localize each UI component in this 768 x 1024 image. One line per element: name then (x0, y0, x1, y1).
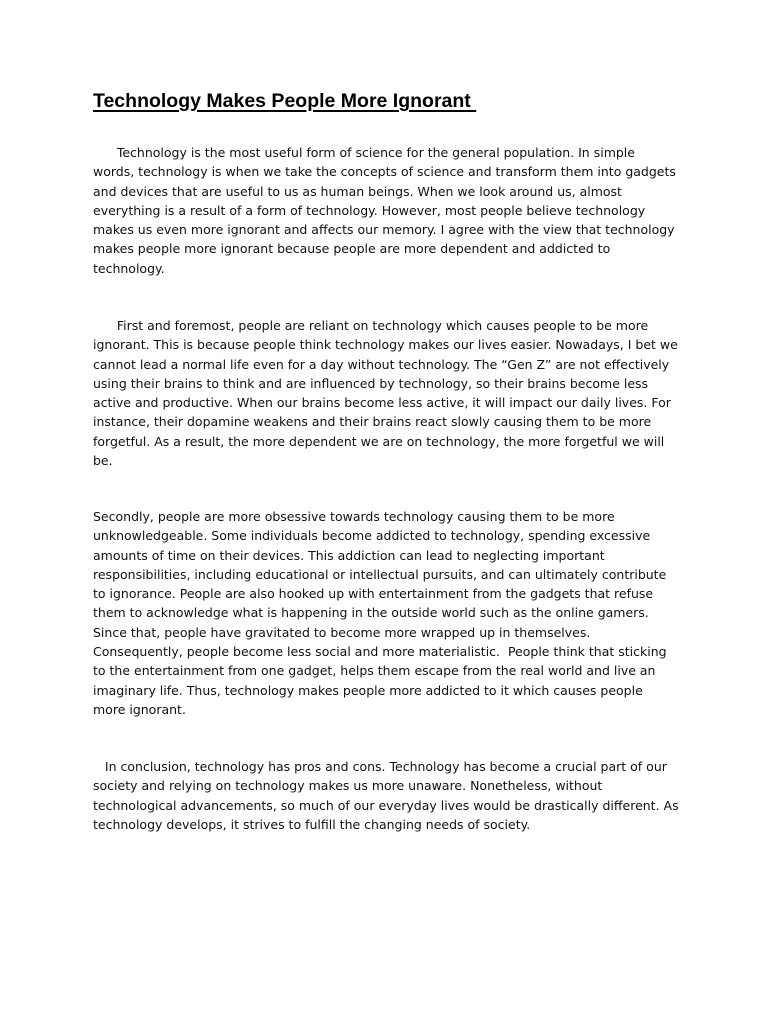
paragraph-body-2 (93, 507, 683, 719)
text-line: amounts of time on their devices. This addiction can lead to neglecting important (93, 547, 605, 563)
text-line: Since that, people have gravitated to become more wrapped up in themselves. (93, 624, 591, 640)
text-line: society and relying on technology makes us more unaware. Nonetheless, without (93, 778, 603, 794)
paragraph-conclusion (93, 757, 683, 834)
text-line: to the entertainment from one gadget, helps them escape from the real world and live an (93, 663, 656, 679)
text-line: words, technology is when we take the concepts of science and transform them into gadgets (93, 164, 676, 180)
text-line: technological advancements, so much of our everyday lives would be drastically different. As (93, 797, 679, 813)
text-line: responsibilities, including educational or intellectual pursuits, and can ultimately contribute (93, 566, 667, 582)
text-line: Secondly, people are more obsessive towards technology causing them to be more (93, 509, 615, 524)
text-line: using their brains to think and are influenced by technology, so their brains become less (93, 375, 649, 391)
text-line: ignorant. This is because people think technology makes our lives easier. Nowadays, I bet we (93, 337, 678, 353)
text-line: and devices that are useful to us as human beings. When we look around us, almost (93, 183, 622, 199)
text-line: technology. (93, 260, 165, 276)
text-line: them to acknowledge what is happening in the outside world such as the online gamers. (93, 605, 649, 621)
text-line: cannot lead a normal life even for a day without technology. The “Gen Z” are not effectively (93, 356, 670, 372)
text-line: to ignorance. People are also hooked up with entertainment from the gadgets that refuse (93, 586, 654, 602)
text-line: makes people more ignorant because people are more dependent and addicted to (93, 241, 611, 257)
text-line: be. (93, 453, 113, 469)
text-line: imaginary life. Thus, technology makes people more addicted to it which causes people (93, 682, 643, 698)
text-line: In conclusion, technology has pros and cons. Technology has become a crucial part of our (93, 759, 667, 774)
text-line: Consequently, people become less social and more materialistic. People think that sticking (93, 644, 667, 660)
text-line: more ignorant. (93, 701, 186, 717)
text-line: First and foremost, people are reliant on technology which causes people to be more (93, 318, 649, 333)
text-line: Technology is the most useful form of science for the general population. In simple (93, 145, 635, 160)
document-title: Technology Makes People More Ignorant (93, 90, 477, 112)
text-line: unknowledgeable. Some individuals become addicted to technology, spending excessive (93, 528, 651, 544)
text-line: everything is a result of a form of technology. However, most people believe technology (93, 202, 646, 218)
text-line: makes us even more ignorant and affects our memory. I agree with the view that technology (93, 222, 675, 238)
text-line: forgetful. As a result, the more dependent we are on technology, the more forgetful we will (93, 433, 665, 449)
paragraph-body-1 (93, 316, 683, 470)
text-line: active and productive. When our brains become less active, it will impact our daily lives. For (93, 395, 671, 411)
text-line: instance, their dopamine weakens and their brains react slowly causing them to be more (93, 414, 652, 430)
text-line: technology develops, it strives to fulfill the changing needs of society. (93, 816, 531, 832)
paragraph-introduction (93, 143, 683, 278)
